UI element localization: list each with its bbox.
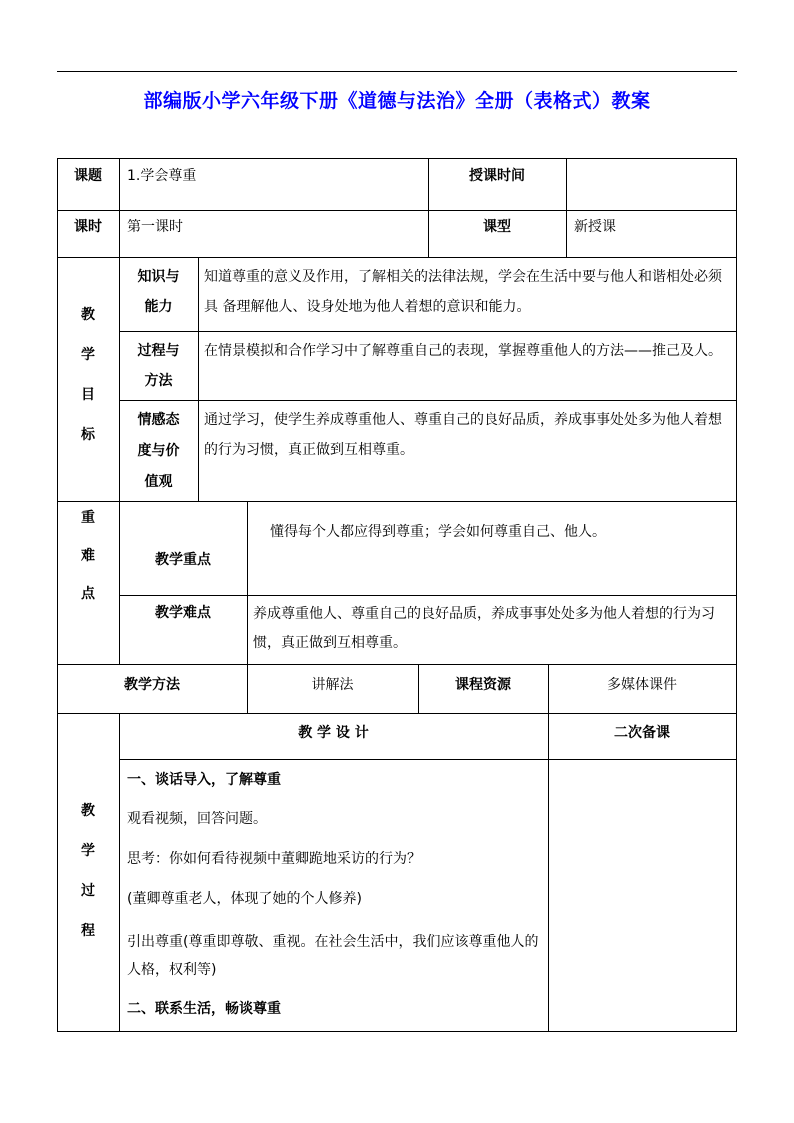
difficulty-label: 教学难点 — [155, 605, 211, 621]
header-rule — [57, 71, 737, 72]
focus-text: 懂得每个人都应得到尊重；学会如何尊重自己、他人。 — [270, 524, 606, 540]
type-value: 新授课 — [574, 219, 616, 235]
process-heading-1: 一、谈话导入，了解尊重 — [127, 772, 281, 788]
emotion-label: 情感态 度与价 值观 — [137, 412, 180, 490]
time-label: 授课时间 — [469, 168, 525, 184]
method-value: 讲解法 — [311, 677, 354, 693]
process-paragraph: (董卿尊重老人，体现了她的个人修养) — [127, 891, 362, 907]
resource-label: 课程资源 — [455, 677, 511, 693]
goals-section-label: 教 学 目 标 — [81, 307, 95, 443]
second-prep-header: 二次备课 — [614, 725, 670, 741]
type-label: 课型 — [483, 219, 511, 235]
resource-value: 多媒体课件 — [607, 677, 677, 693]
emotion-text: 通过学习，使学生养成尊重他人、尊重自己的良好品质，养成事事处处多为他人着想的行为习惯，真正做到互相尊重。 — [204, 412, 722, 458]
topic-value: 1.学会尊重 — [127, 168, 197, 184]
process-section-label: 教 学 过 程 — [81, 803, 95, 939]
keypoints-section-label: 重 难 点 — [81, 510, 95, 602]
document-title: 部编版小学六年级下册《道德与法治》全册（表格式）教案 — [143, 90, 651, 112]
topic-label: 课题 — [74, 168, 102, 184]
focus-label: 教学重点 — [155, 552, 211, 568]
method-label: 教学方法 — [124, 677, 180, 693]
period-value: 第一课时 — [127, 219, 183, 235]
design-header: 教 学 设 计 — [298, 725, 369, 741]
knowledge-text: 知道尊重的意义及作用，了解相关的法律法规，学会在生活中要与他人和谐相处必须具 备理解他人、设身处地为他人着想的意识和能力。 — [204, 269, 722, 315]
process-paragraph: 观看视频，回答问题。 — [127, 811, 267, 827]
difficulty-text: 养成尊重他人、尊重自己的良好品质，养成事事处处多为他人着想的行为习惯，真正做到互相尊重。 — [253, 606, 715, 651]
period-label: 课时 — [74, 219, 102, 235]
process-goal-label: 过程与 方法 — [137, 343, 180, 389]
process-paragraph: 思考：你如何看待视频中董卿跪地采访的行为？ — [127, 851, 421, 867]
process-heading-2: 二、联系生活，畅谈尊重 — [127, 1001, 281, 1017]
knowledge-label: 知识与 能力 — [137, 269, 180, 315]
process-paragraph: 引出尊重(尊重即尊敬、重视。在社会生活中，我们应该尊重他人的人格，权利等) — [127, 934, 539, 978]
process-goal-text: 在情景模拟和合作学习中了解尊重自己的表现，掌握尊重他人的方法——推己及人。 — [204, 343, 722, 359]
